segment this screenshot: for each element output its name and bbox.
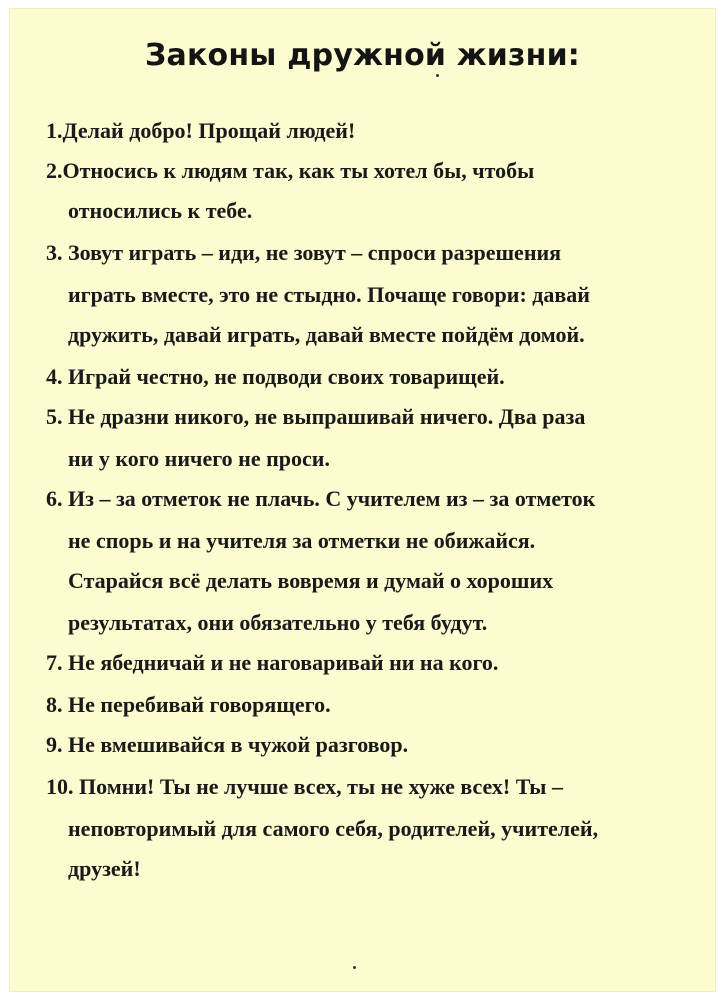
rule-text: Не перебивай говорящего. xyxy=(62,692,331,717)
rule-10-cont: неповторимый для самого себя, родителей, учителей, xyxy=(68,816,599,841)
rule-6-cont: не спорь и на учителя за отметки не обижайся. xyxy=(68,528,536,553)
rule-number: 9. xyxy=(46,732,63,757)
rule-6-cont: Старайся всё делать вовремя и думай о хороших xyxy=(68,568,554,593)
rule-number: 8. xyxy=(46,692,63,717)
rule-number: 1. xyxy=(46,118,63,143)
rule-5-cont: ни у кого ничего не проси. xyxy=(68,446,330,471)
rule-number: 3. xyxy=(46,240,63,265)
rule-3 xyxy=(46,242,561,264)
rule-number: 2. xyxy=(46,158,63,183)
rule-3-cont: играть вместе, это не стыдно. Почаще говори: давай xyxy=(68,282,590,307)
rule-4 xyxy=(46,366,505,388)
rule-number: 5. xyxy=(46,404,63,429)
rule-number: 7. xyxy=(46,650,63,675)
rule-text: Зовут играть – иди, не зовут – спроси разрешения xyxy=(62,240,562,265)
rule-1 xyxy=(46,120,355,142)
rule-text: Играй честно, не подводи своих товарищей. xyxy=(62,364,505,389)
rule-6-cont: результатах, они обязательно у тебя будут. xyxy=(68,610,488,635)
rule-5 xyxy=(46,406,585,428)
rule-number: 4. xyxy=(46,364,63,389)
rule-10 xyxy=(46,776,563,798)
rule-text: Не ябедничай и не наговаривай ни на кого. xyxy=(62,650,499,675)
rule-2 xyxy=(46,160,534,182)
rule-10-cont: друзей! xyxy=(68,856,141,881)
rule-text: Не вмешивайся в чужой разговор. xyxy=(62,732,409,757)
rule-number: 10. xyxy=(46,774,74,799)
rule-text: Не дразни никого, не выпрашивай ничего. Два раза xyxy=(62,404,586,429)
rule-text: Из – за отметок не плачь. С учителем из – за отметок xyxy=(62,486,596,511)
rule-text: Помни! Ты не лучше всех, ты не хуже всех! Ты – xyxy=(73,774,563,799)
page-title: Законы дружной жизни: xyxy=(145,38,580,73)
rule-9 xyxy=(46,734,408,756)
rule-8 xyxy=(46,694,331,716)
rule-number: 6. xyxy=(46,486,63,511)
rule-7 xyxy=(46,652,498,674)
rule-text: Делай добро! Прощай людей! xyxy=(62,118,356,143)
rule-text: Относись к людям так, как ты хотел бы, чтобы xyxy=(62,158,535,183)
rule-2-cont: относились к тебе. xyxy=(68,198,253,223)
rule-3-cont: дружить, давай играть, давай вместе пойдём домой. xyxy=(68,322,585,347)
rule-6 xyxy=(46,488,595,510)
